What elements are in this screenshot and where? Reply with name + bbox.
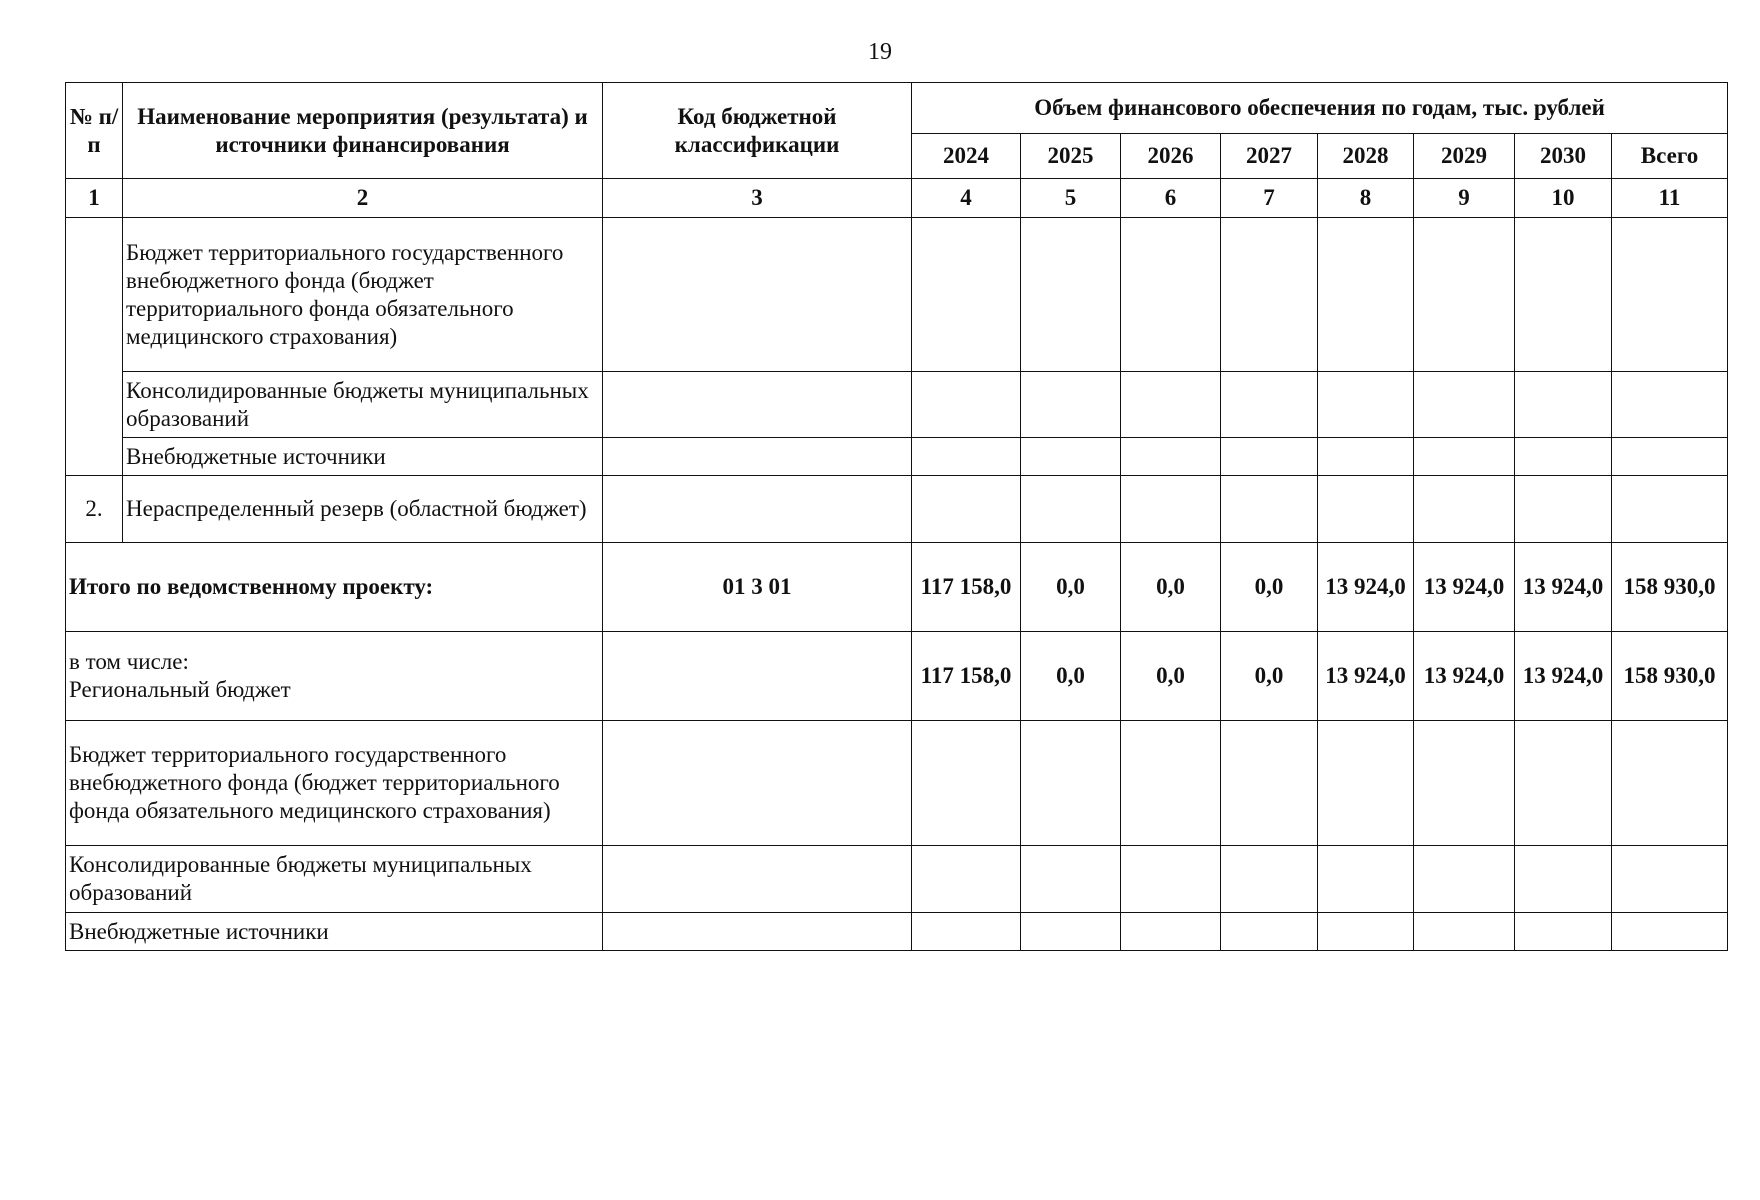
header-total: Всего <box>1612 134 1728 179</box>
table-row <box>66 913 1728 951</box>
including-label: в том числе: <box>69 649 189 674</box>
row-label: Бюджет территориального государственного внебюджетного фонда (бюджет территориального фонда обязательного медицинского страхования) <box>66 721 603 846</box>
row-number: 2. <box>66 476 123 543</box>
total-value-2029: 13 924,0 <box>1414 543 1515 632</box>
regional-value-2025: 0,0 <box>1021 632 1121 721</box>
code-cell <box>603 913 912 951</box>
code-cell <box>603 632 912 721</box>
table-row <box>66 438 1728 476</box>
row-label: Консолидированные бюджеты муниципальных образований <box>123 372 603 438</box>
code-cell <box>603 721 912 846</box>
total-row <box>66 543 1728 632</box>
total-value-2025: 0,0 <box>1021 543 1121 632</box>
code-cell <box>603 438 912 476</box>
regional-value-2026: 0,0 <box>1121 632 1221 721</box>
table-row <box>66 476 1728 543</box>
table-row <box>66 372 1728 438</box>
index-cell: 8 <box>1318 179 1414 218</box>
code-cell <box>603 476 912 543</box>
total-value-2027: 0,0 <box>1221 543 1318 632</box>
total-value-all: 158 930,0 <box>1612 543 1728 632</box>
regional-budget-label: Региональный бюджет <box>69 677 291 702</box>
header-col-name: Наименование мероприятия (результата) и источники финансирования <box>123 83 603 179</box>
header-year-2030: 2030 <box>1515 134 1612 179</box>
total-value-2026: 0,0 <box>1121 543 1221 632</box>
page-number: 19 <box>868 39 892 65</box>
index-cell: 10 <box>1515 179 1612 218</box>
total-code: 01 3 01 <box>603 543 912 632</box>
regional-value-2029: 13 924,0 <box>1414 632 1515 721</box>
header-col-volume: Объем финансового обеспечения по годам, тыс. рублей <box>912 83 1728 134</box>
row-label: Внебюджетные источники <box>66 913 603 951</box>
header-col-code: Код бюджетной классификации <box>603 83 912 179</box>
index-cell: 4 <box>912 179 1021 218</box>
total-value-2028: 13 924,0 <box>1318 543 1414 632</box>
index-cell: 11 <box>1612 179 1728 218</box>
row-label: Бюджет территориального государственного внебюджетного фонда (бюджет территориального фонда обязательного медицинского страхования) <box>123 218 603 372</box>
index-cell: 6 <box>1121 179 1221 218</box>
index-cell: 5 <box>1021 179 1121 218</box>
regional-value-2027: 0,0 <box>1221 632 1318 721</box>
regional-label <box>66 632 603 721</box>
row-label: Внебюджетные источники <box>123 438 603 476</box>
code-cell <box>603 218 912 372</box>
table-row <box>66 721 1728 846</box>
index-cell: 7 <box>1221 179 1318 218</box>
header-year-2028: 2028 <box>1318 134 1414 179</box>
row-number-cell <box>66 218 123 476</box>
index-cell: 1 <box>66 179 123 218</box>
index-cell: 9 <box>1414 179 1515 218</box>
regional-value-2028: 13 924,0 <box>1318 632 1414 721</box>
header-year-2025: 2025 <box>1021 134 1121 179</box>
header-year-2029: 2029 <box>1414 134 1515 179</box>
regional-value-2030: 13 924,0 <box>1515 632 1612 721</box>
total-label: Итого по ведомственному проекту: <box>66 543 603 632</box>
index-cell: 3 <box>603 179 912 218</box>
regional-value-2024: 117 158,0 <box>912 632 1021 721</box>
code-cell <box>603 846 912 913</box>
table-row <box>66 846 1728 913</box>
header-col-no: № п/п <box>66 83 123 179</box>
row-label: Нераспределенный резерв (областной бюджет) <box>123 476 603 543</box>
header-year-2024: 2024 <box>912 134 1021 179</box>
index-cell: 2 <box>123 179 603 218</box>
row-label: Консолидированные бюджеты муниципальных образований <box>66 846 603 913</box>
header-year-2026: 2026 <box>1121 134 1221 179</box>
total-value-2030: 13 924,0 <box>1515 543 1612 632</box>
financing-table <box>65 82 1728 951</box>
total-value-2024: 117 158,0 <box>912 543 1021 632</box>
table-row <box>66 632 1728 721</box>
header-year-2027: 2027 <box>1221 134 1318 179</box>
table-row <box>66 218 1728 372</box>
regional-value-all: 158 930,0 <box>1612 632 1728 721</box>
code-cell <box>603 372 912 438</box>
